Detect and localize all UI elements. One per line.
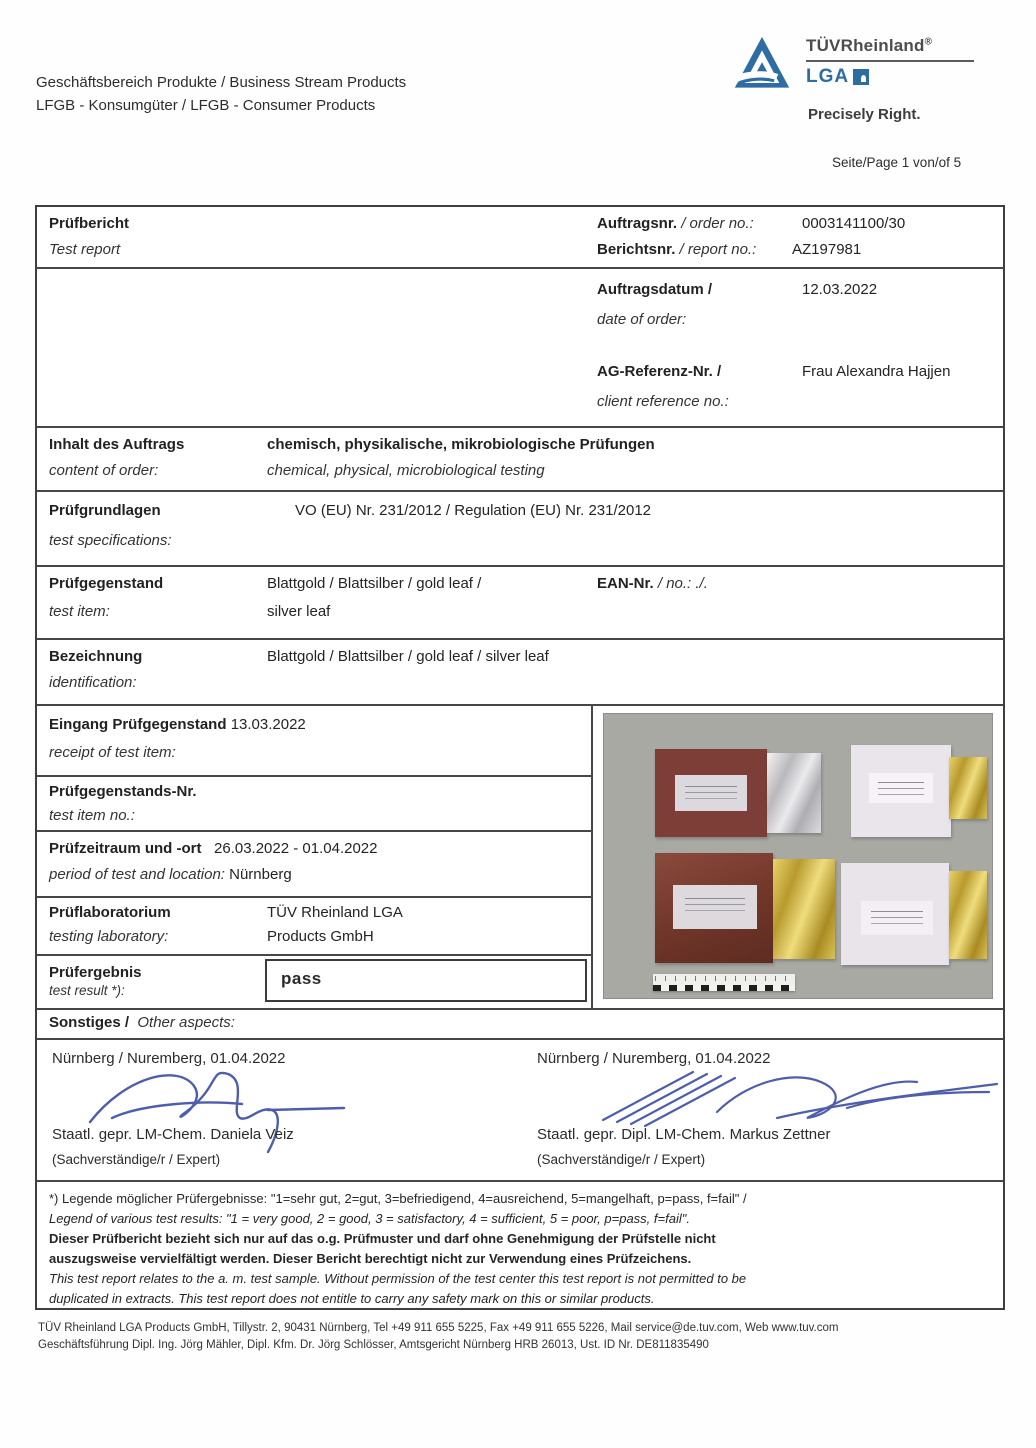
header-dept-line-2: LFGB - Konsumgüter / LFGB - Consumer Products xyxy=(36,97,376,114)
page-indicator: Seite/Page 1 von/of 5 xyxy=(832,155,962,170)
row-legend xyxy=(37,1180,1003,1308)
footer-line-2: Geschäftsführung Dipl. Ing. Jörg Mähler, Dipl. Kfm. Dr. Jörg Schlösser, Amtsgericht Nürnberg HRB 26013, Ust. ID Nr. DE811835490 xyxy=(38,1339,709,1351)
legend-line-2: Legend of various test results: "1 = very good, 2 = good, 3 = satisfactory, 4 = sufficient, 5 = poor, p=pass, f=fail". xyxy=(49,1211,690,1226)
lga-square-icon xyxy=(853,69,869,85)
report-no-value: AZ197981 xyxy=(792,241,862,258)
header-dept-line-1: Geschäftsbereich Produkte / Business Stream Products xyxy=(36,74,407,91)
photo-package-pale-bottom xyxy=(841,863,949,965)
details-subtable xyxy=(37,706,593,1008)
row-test-specifications xyxy=(37,490,1003,565)
client-ref-label-en: client reference no.: xyxy=(597,393,729,410)
lab-label-en: testing laboratory: xyxy=(49,928,169,945)
content-value-en: chemical, physical, microbiological testing xyxy=(267,462,545,479)
order-date-label-de: Auftragsdatum / xyxy=(597,281,713,298)
client-ref-value: Frau Alexandra Hajjen xyxy=(802,363,951,380)
photo-package-label xyxy=(861,901,933,935)
signature-place-date: Nürnberg / Nuremberg, 01.04.2022 xyxy=(52,1050,286,1067)
client-ref-label-de: AG-Referenz-Nr. / xyxy=(597,363,722,380)
photo-gold-leaf-foil-3 xyxy=(949,871,987,959)
specs-label-de: Prüfgrundlagen xyxy=(49,502,161,519)
signature-block-left xyxy=(52,1040,492,1182)
row-signatures xyxy=(37,1038,1003,1180)
order-no-label: Auftragsnr. / order no.: xyxy=(597,215,754,232)
test-item-photo xyxy=(603,713,993,999)
lab-value-line1: TÜV Rheinland LGA xyxy=(267,904,403,921)
test-result-value: pass xyxy=(265,959,587,1002)
content-value-de: chemisch, physikalische, mikrobiologische Prüfungen xyxy=(267,436,655,453)
photo-package-label xyxy=(673,885,757,929)
result-label-en: test result *): xyxy=(49,983,125,998)
row-receipt xyxy=(37,706,591,775)
content-label-en: content of order: xyxy=(49,462,159,479)
ident-label-de: Bezeichnung xyxy=(49,648,143,665)
row-test-result xyxy=(37,954,591,1004)
photo-package-maroon-gold xyxy=(655,853,773,963)
photo-scale-ruler xyxy=(653,974,795,991)
specs-label-en: test specifications: xyxy=(49,532,172,549)
signature-block-right xyxy=(537,1040,977,1182)
legend-line-3: Dieser Prüfbericht bezieht sich nur auf das o.g. Prüfmuster und darf ohne Genehmigung der Prüfstelle nicht xyxy=(49,1231,716,1246)
photo-package-label xyxy=(869,773,933,803)
period-location-line: period of test and location: Nürnberg xyxy=(49,866,292,883)
item-value-line2: silver leaf xyxy=(267,603,331,620)
signature-place-date: Nürnberg / Nuremberg, 01.04.2022 xyxy=(537,1050,771,1067)
legend-line-4: auszugsweise vervielfältigt werden. Dieser Bericht berechtigt nicht zur Verwendung eines Prüfzeichens. xyxy=(49,1251,692,1266)
period-line: Prüfzeitraum und -ort 26.03.2022 - 01.04.2022 xyxy=(49,840,378,857)
signature-markus-zettner xyxy=(597,1060,1017,1135)
ident-value: Blattgold / Blattsilber / gold leaf / silver leaf xyxy=(267,648,549,665)
brand-divider xyxy=(806,60,974,62)
report-table xyxy=(35,205,1005,1310)
footer-line-1: TÜV Rheinland LGA Products GmbH, Tillystr. 2, 90431 Nürnberg, Tel +49 911 655 5225, Fax +49 911 655 5226, Mail service@de.tuv.com, Web www.tuv.com xyxy=(38,1322,839,1334)
specs-value: VO (EU) Nr. 231/2012 / Regulation (EU) Nr. 231/2012 xyxy=(295,502,652,519)
row-test-item xyxy=(37,565,1003,638)
lab-label-de: Prüflaboratorium xyxy=(49,904,171,921)
row-identification xyxy=(37,638,1003,704)
lab-value-line2: Products GmbH xyxy=(267,928,374,945)
photo-cell xyxy=(593,706,1003,1008)
row-other-aspects xyxy=(37,1008,1003,1038)
report-title-de: Prüfbericht xyxy=(49,215,130,232)
other-aspects-line: Sonstiges / Other aspects: xyxy=(49,1014,235,1031)
report-no-label: Berichtsnr. / report no.: xyxy=(597,241,757,258)
legend-line-6: duplicated in extracts. This test report does not entitle to carry any safety mark on this or similar products. xyxy=(49,1291,655,1306)
row-laboratory xyxy=(37,896,591,954)
row-order-info xyxy=(37,267,1003,426)
row-item-no xyxy=(37,775,591,830)
order-date-label-en: date of order: xyxy=(597,311,687,328)
brand-tagline: Precisely Right. xyxy=(808,106,921,123)
lga-wordmark: LGA xyxy=(806,66,869,88)
signature-name: Staatl. gepr. LM-Chem. Daniela Veiz xyxy=(52,1126,294,1143)
item-label-en: test item: xyxy=(49,603,110,620)
signature-name: Staatl. gepr. Dipl. LM-Chem. Markus Zettner xyxy=(537,1126,831,1143)
footer xyxy=(38,1320,998,1354)
order-no-value: 0003141100/30 xyxy=(802,215,906,232)
order-date-value: 12.03.2022 xyxy=(802,281,878,298)
row-test-period xyxy=(37,830,591,896)
item-no-label-en: test item no.: xyxy=(49,807,135,824)
row-content-of-order xyxy=(37,426,1003,490)
result-label-de: Prüfergebnis xyxy=(49,964,142,981)
item-label-de: Prüfgegenstand xyxy=(49,575,164,592)
item-no-label-de: Prüfgegenstands-Nr. xyxy=(49,783,197,800)
brand-wordmark: TÜVRheinland® xyxy=(806,36,933,55)
receipt-label-en: receipt of test item: xyxy=(49,744,176,761)
row-title xyxy=(37,207,1003,267)
content-label-de: Inhalt des Auftrags xyxy=(49,436,185,453)
row-details-and-photo xyxy=(37,704,1003,1008)
report-title-en: Test report xyxy=(49,241,121,258)
photo-silver-leaf-foil xyxy=(767,753,821,833)
receipt-line: Eingang Prüfgegenstand 13.03.2022 xyxy=(49,716,306,733)
legend-line-5: This test report relates to the a. m. test sample. Without permission of the test center this test report is not permitted to be xyxy=(49,1271,747,1286)
photo-package-label xyxy=(675,775,747,811)
signature-role: (Sachverständige/r / Expert) xyxy=(537,1152,706,1167)
photo-gold-leaf-foil-2 xyxy=(773,859,835,959)
signature-role: (Sachverständige/r / Expert) xyxy=(52,1152,221,1167)
photo-package-pale-top xyxy=(851,745,951,837)
ean-label: EAN-Nr. / no.: ./. xyxy=(597,575,708,592)
ident-label-en: identification: xyxy=(49,674,137,691)
tuv-triangle-icon xyxy=(733,34,791,98)
photo-gold-leaf-foil-1 xyxy=(949,757,987,819)
legend-line-1: *) Legende möglicher Prüfergebnisse: "1=sehr gut, 2=gut, 3=befriedigend, 4=ausreichend, 5=mangelhaft, p=pass, f=fail" / xyxy=(49,1191,747,1206)
item-value-line1: Blattgold / Blattsilber / gold leaf / xyxy=(267,575,482,592)
photo-package-maroon-silver xyxy=(655,749,767,837)
